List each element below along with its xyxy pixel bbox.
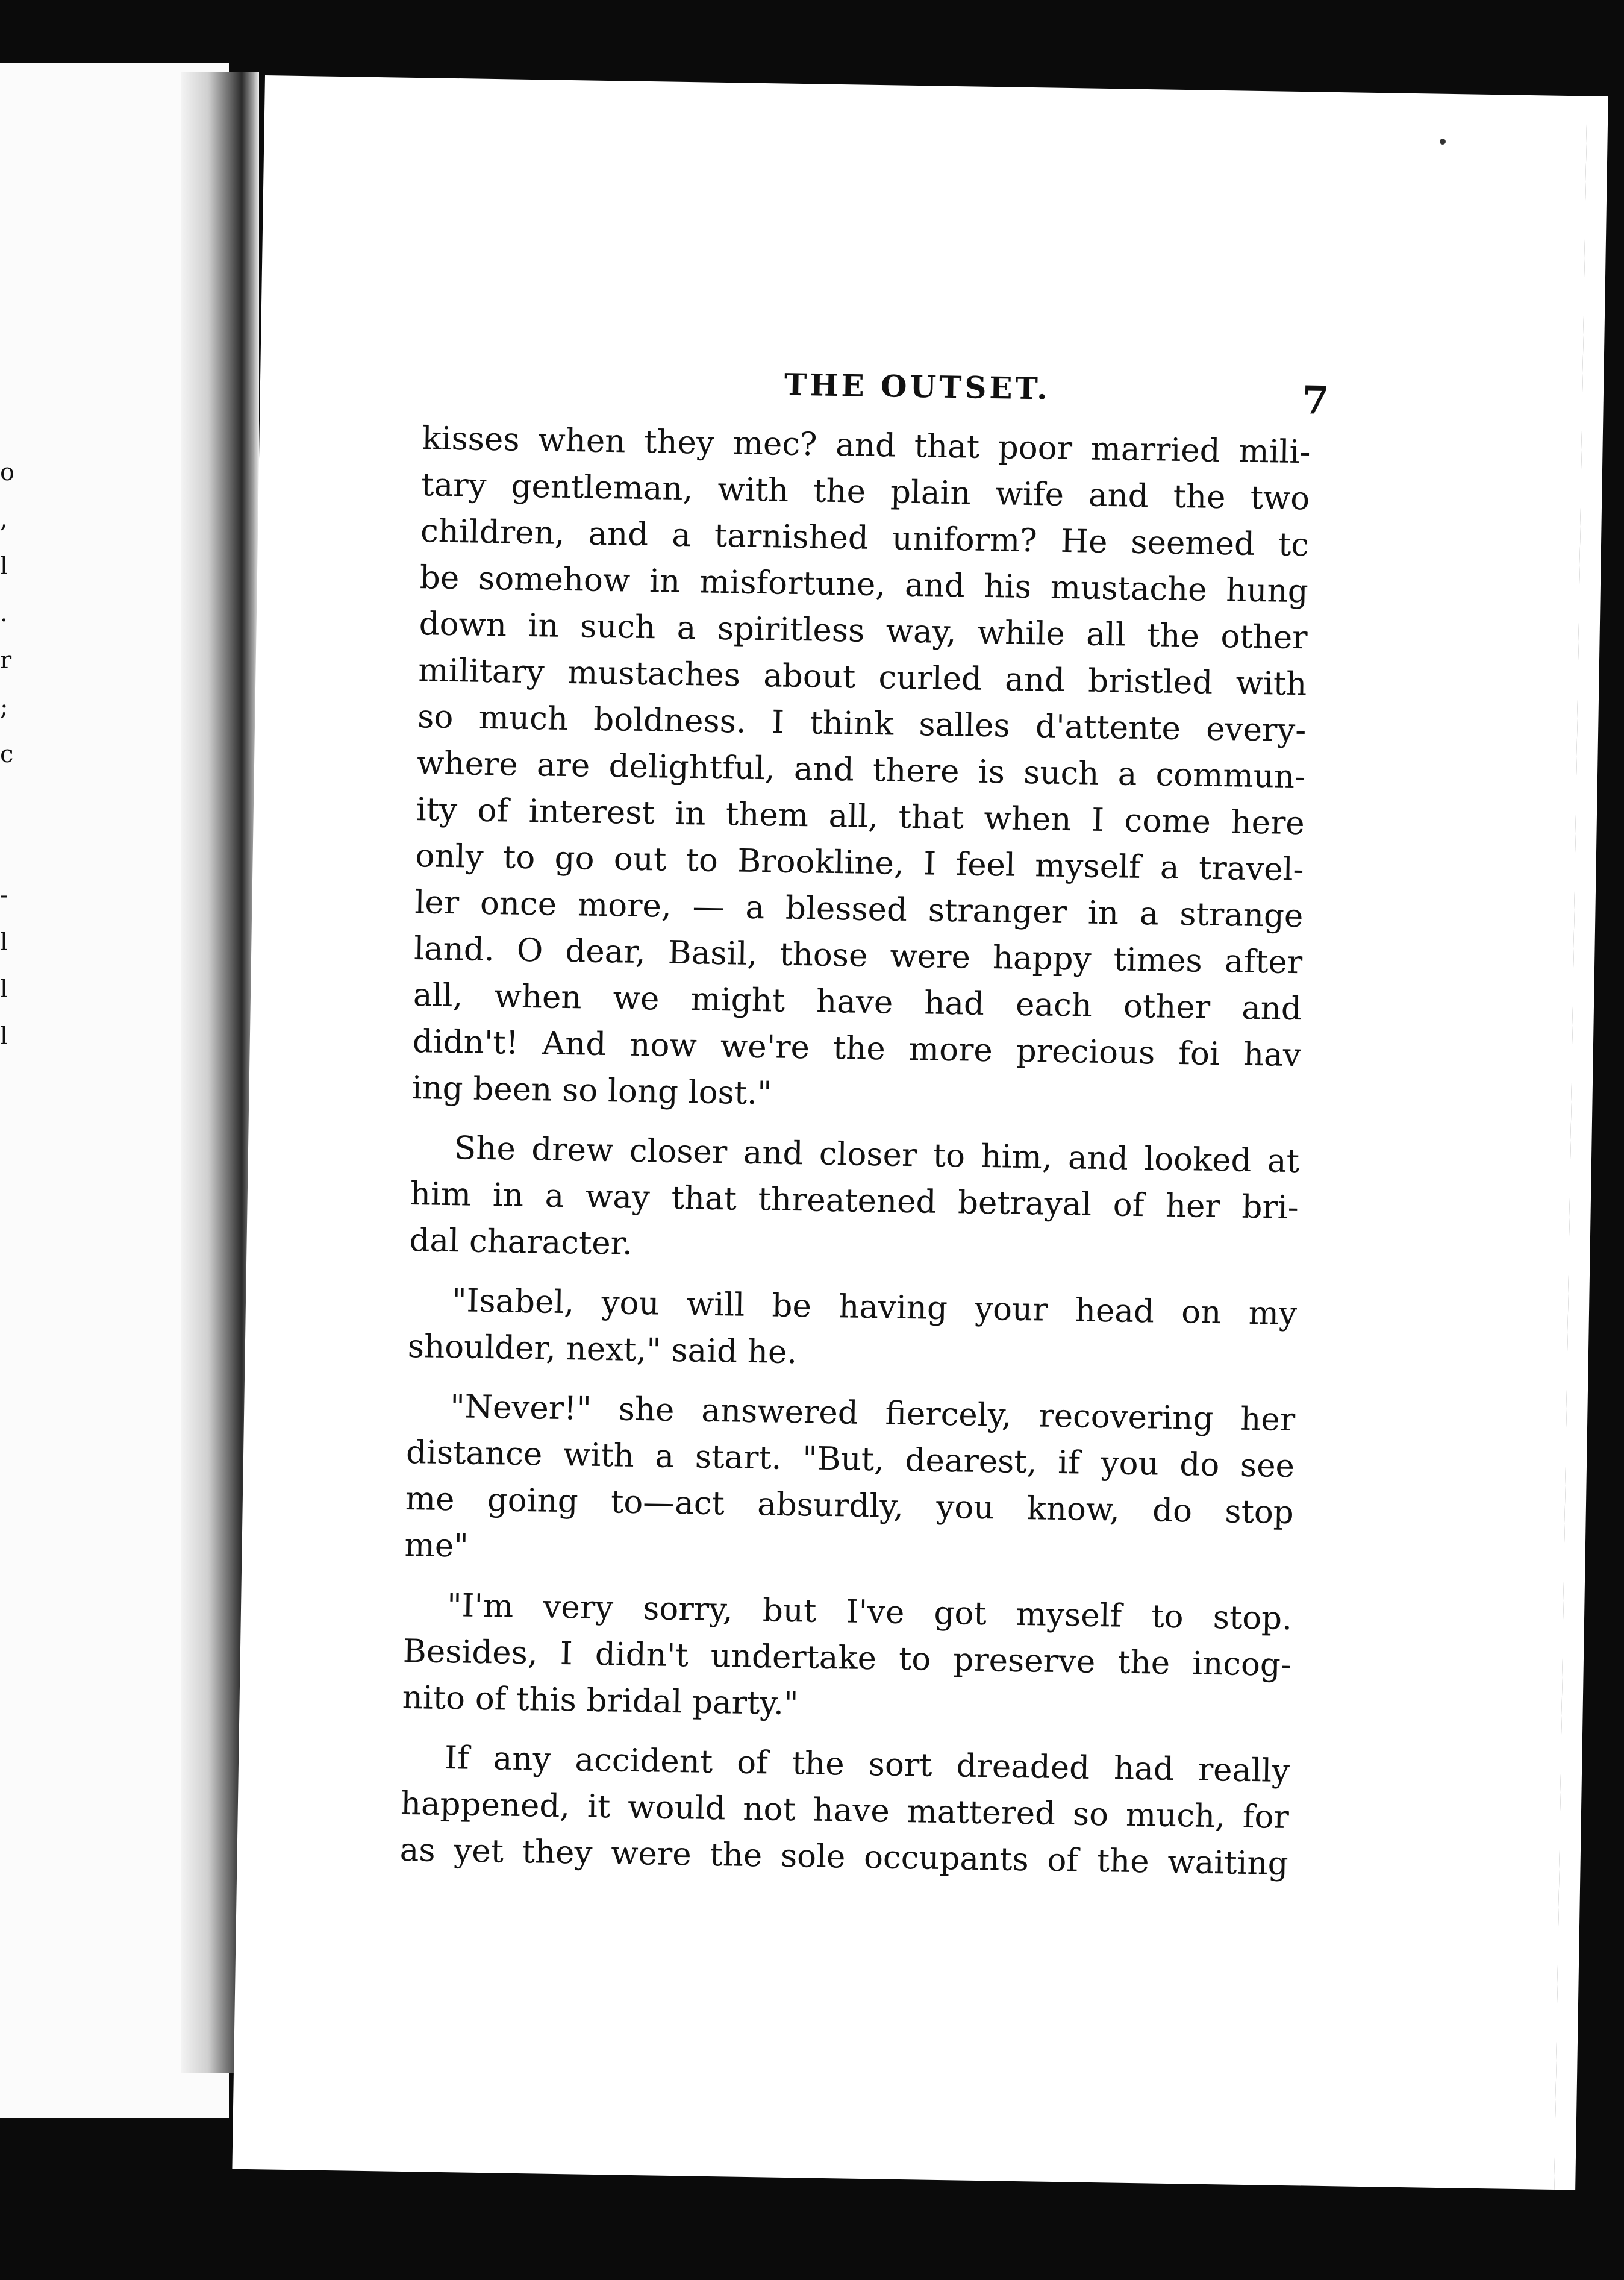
text-line: children, and a tarnished uniform? He seemed tc bbox=[420, 513, 1310, 564]
text-line: "Never!" she answered fiercely, recovering her bbox=[449, 1388, 1296, 1439]
running-head: THE OUTSET. bbox=[784, 366, 1051, 407]
text-line: down in such a spiritless way, while all the other bbox=[419, 606, 1308, 657]
text-line: ity of interest in them all, that when I come here bbox=[416, 791, 1305, 842]
previous-page-edge-mark bbox=[0, 825, 18, 872]
text-line: She drew closer and closer to him, and looked at bbox=[454, 1130, 1300, 1180]
previous-page-edge-mark: ; bbox=[0, 694, 8, 721]
page-body-text bbox=[399, 415, 1311, 1887]
text-line: distance with a start. "But, dearest, if you do see bbox=[405, 1433, 1295, 1485]
text-line: only to go out to Brookline, I feel myself a travel- bbox=[415, 838, 1304, 889]
paper-speck bbox=[1440, 139, 1446, 145]
previous-page-edge-text bbox=[0, 449, 18, 1060]
previous-page-edge-mark: r bbox=[0, 647, 12, 674]
text-line: "Isabel, you will be having your head on my bbox=[451, 1282, 1298, 1333]
text-line: all, when we might have had each other and bbox=[413, 977, 1302, 1028]
text-line: ing been so long lost." bbox=[411, 1070, 772, 1112]
previous-page-edge-mark: , bbox=[0, 506, 8, 533]
text-line: me" bbox=[404, 1526, 469, 1565]
text-line: land. O dear, Basil, those were happy times after bbox=[413, 930, 1303, 982]
text-line: him in a way that threatened betrayal of her bri- bbox=[410, 1176, 1299, 1227]
previous-page-edge-mark bbox=[0, 778, 18, 825]
previous-page-edge-mark: l bbox=[0, 929, 8, 956]
text-line: "I'm very sorry, but I've got myself to stop. bbox=[446, 1587, 1293, 1638]
previous-page-edge-mark: l bbox=[0, 1023, 8, 1050]
text-line: military mustaches about curled and bristled with bbox=[418, 652, 1307, 703]
text-line: dal character. bbox=[409, 1222, 633, 1262]
text-line: Besides, I didn't undertake to preserve the incog- bbox=[402, 1632, 1292, 1684]
book-page bbox=[232, 75, 1587, 2190]
text-line: tary gentleman, with the plain wife and the two bbox=[420, 466, 1310, 518]
text-line: be somehow in misfortune, and his mustache hung bbox=[419, 559, 1309, 610]
text-line: happened, it would not have mattered so much, for bbox=[400, 1785, 1290, 1837]
text-line: as yet they were the sole occupants of the waiting bbox=[399, 1831, 1289, 1883]
text-line: didn't! And now we're the more precious foi hav bbox=[412, 1023, 1302, 1074]
text-line: where are delightful, and there is such a commun- bbox=[416, 745, 1306, 796]
previous-page-edge-mark: . bbox=[0, 600, 8, 627]
text-line: ler once more, — a blessed stranger in a strange bbox=[414, 884, 1304, 935]
text-line: shoulder, next," said he. bbox=[407, 1327, 798, 1371]
previous-page-edge-mark: - bbox=[0, 882, 8, 909]
text-line: so much boldness. I think salles d'attente every- bbox=[417, 698, 1307, 750]
previous-page-edge-mark: c bbox=[0, 741, 14, 768]
text-line: me going to—act absurdly, you know, do stop bbox=[405, 1480, 1295, 1532]
previous-page-edge-mark: l bbox=[0, 976, 8, 1003]
previous-page-edge-mark: l bbox=[0, 553, 8, 580]
previous-page-edge-mark: o bbox=[0, 459, 15, 486]
page-number: 7 bbox=[1302, 378, 1329, 424]
text-line: If any accident of the sort dreaded had really bbox=[444, 1740, 1290, 1790]
text-line: kisses when they mec? and that poor married mili- bbox=[422, 420, 1311, 471]
text-line: nito of this bridal party." bbox=[402, 1679, 799, 1723]
